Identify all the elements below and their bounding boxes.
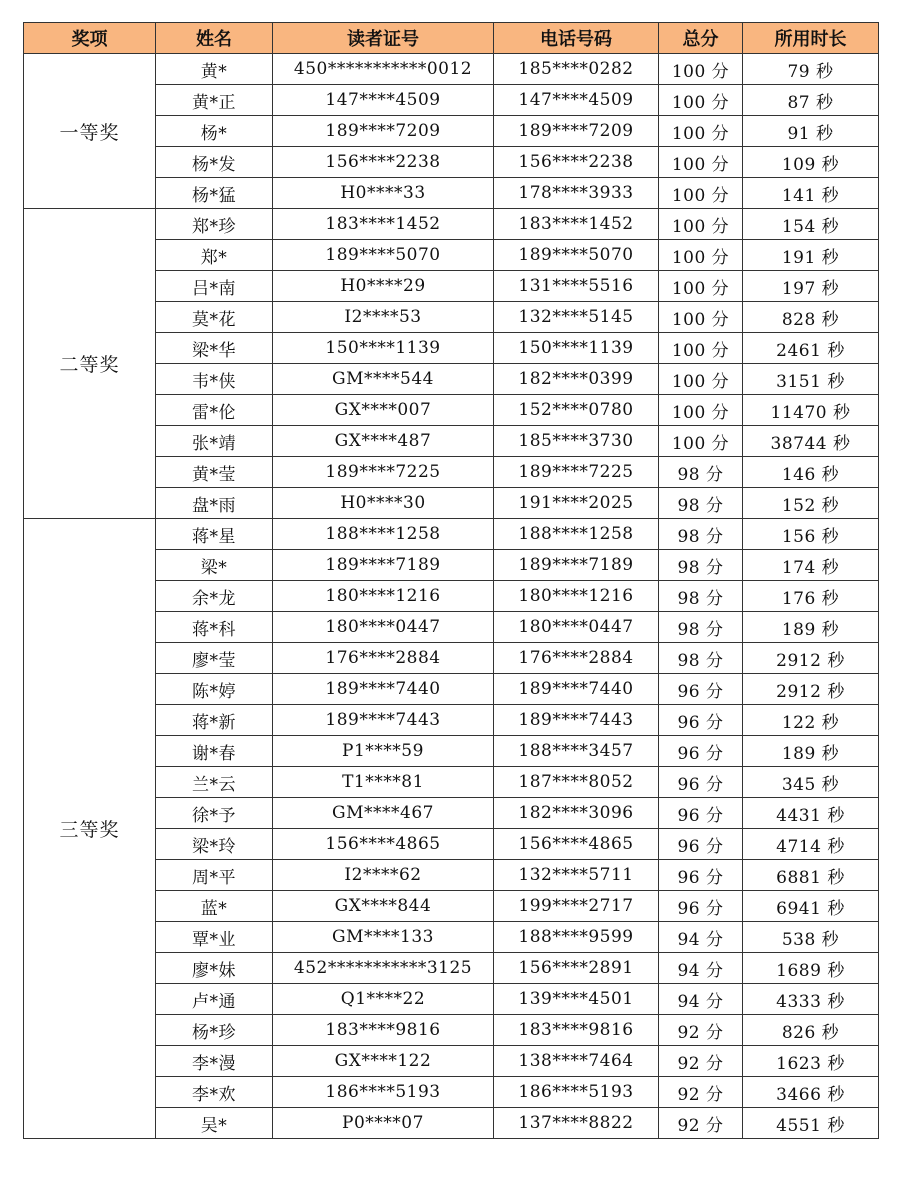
score-cell: 100 分 xyxy=(659,116,743,147)
reader-id-cell: Q1****22 xyxy=(273,984,494,1015)
name-cell: 徐*予 xyxy=(156,798,273,829)
score-cell: 100 分 xyxy=(659,426,743,457)
score-cell: 100 分 xyxy=(659,54,743,85)
phone-cell: 147****4509 xyxy=(494,85,659,116)
duration-cell: 3151 秒 xyxy=(743,364,879,395)
reader-id-cell: 189****7209 xyxy=(273,116,494,147)
header-reader-id: 读者证号 xyxy=(273,23,494,54)
phone-cell: 132****5145 xyxy=(494,302,659,333)
name-cell: 蓝* xyxy=(156,891,273,922)
name-cell: 郑*珍 xyxy=(156,209,273,240)
score-cell: 98 分 xyxy=(659,581,743,612)
phone-cell: 131****5516 xyxy=(494,271,659,302)
header-duration: 所用时长 xyxy=(743,23,879,54)
score-cell: 96 分 xyxy=(659,736,743,767)
duration-cell: 191 秒 xyxy=(743,240,879,271)
reader-id-cell: H0****30 xyxy=(273,488,494,519)
score-cell: 98 分 xyxy=(659,550,743,581)
name-cell: 蒋*科 xyxy=(156,612,273,643)
score-cell: 98 分 xyxy=(659,643,743,674)
reader-id-cell: GX****487 xyxy=(273,426,494,457)
phone-cell: 156****2238 xyxy=(494,147,659,178)
score-cell: 96 分 xyxy=(659,891,743,922)
name-cell: 廖*妹 xyxy=(156,953,273,984)
phone-cell: 183****9816 xyxy=(494,1015,659,1046)
reader-id-cell: I2****53 xyxy=(273,302,494,333)
duration-cell: 91 秒 xyxy=(743,116,879,147)
reader-id-cell: GM****544 xyxy=(273,364,494,395)
duration-cell: 109 秒 xyxy=(743,147,879,178)
score-cell: 100 分 xyxy=(659,240,743,271)
header-name: 姓名 xyxy=(156,23,273,54)
name-cell: 陈*婷 xyxy=(156,674,273,705)
reader-id-cell: 450***********0012 xyxy=(273,54,494,85)
name-cell: 盘*雨 xyxy=(156,488,273,519)
duration-cell: 197 秒 xyxy=(743,271,879,302)
duration-cell: 345 秒 xyxy=(743,767,879,798)
phone-cell: 186****5193 xyxy=(494,1077,659,1108)
score-cell: 96 分 xyxy=(659,798,743,829)
reader-id-cell: 183****9816 xyxy=(273,1015,494,1046)
duration-cell: 154 秒 xyxy=(743,209,879,240)
reader-id-cell: P0****07 xyxy=(273,1108,494,1139)
duration-cell: 79 秒 xyxy=(743,54,879,85)
name-cell: 吴* xyxy=(156,1108,273,1139)
phone-cell: 189****7225 xyxy=(494,457,659,488)
reader-id-cell: 150****1139 xyxy=(273,333,494,364)
phone-cell: 199****2717 xyxy=(494,891,659,922)
duration-cell: 1689 秒 xyxy=(743,953,879,984)
score-cell: 98 分 xyxy=(659,488,743,519)
score-cell: 96 分 xyxy=(659,829,743,860)
reader-id-cell: 452***********3125 xyxy=(273,953,494,984)
phone-cell: 189****7189 xyxy=(494,550,659,581)
duration-cell: 38744 秒 xyxy=(743,426,879,457)
score-cell: 100 分 xyxy=(659,302,743,333)
score-cell: 92 分 xyxy=(659,1046,743,1077)
phone-cell: 156****4865 xyxy=(494,829,659,860)
reader-id-cell: 189****7440 xyxy=(273,674,494,705)
reader-id-cell: T1****81 xyxy=(273,767,494,798)
reader-id-cell: 183****1452 xyxy=(273,209,494,240)
duration-cell: 87 秒 xyxy=(743,85,879,116)
name-cell: 杨* xyxy=(156,116,273,147)
phone-cell: 178****3933 xyxy=(494,178,659,209)
duration-cell: 3466 秒 xyxy=(743,1077,879,1108)
reader-id-cell: 180****1216 xyxy=(273,581,494,612)
reader-id-cell: 189****7189 xyxy=(273,550,494,581)
duration-cell: 828 秒 xyxy=(743,302,879,333)
score-cell: 94 分 xyxy=(659,984,743,1015)
phone-cell: 188****3457 xyxy=(494,736,659,767)
name-cell: 兰*云 xyxy=(156,767,273,798)
header-score: 总分 xyxy=(659,23,743,54)
prize-cell: 一等奖 xyxy=(24,54,156,209)
duration-cell: 141 秒 xyxy=(743,178,879,209)
phone-cell: 183****1452 xyxy=(494,209,659,240)
phone-cell: 187****8052 xyxy=(494,767,659,798)
name-cell: 张*靖 xyxy=(156,426,273,457)
header-row xyxy=(24,23,879,54)
name-cell: 余*龙 xyxy=(156,581,273,612)
score-cell: 94 分 xyxy=(659,922,743,953)
phone-cell: 182****0399 xyxy=(494,364,659,395)
duration-cell: 4333 秒 xyxy=(743,984,879,1015)
phone-cell: 138****7464 xyxy=(494,1046,659,1077)
score-cell: 92 分 xyxy=(659,1015,743,1046)
reader-id-cell: 180****0447 xyxy=(273,612,494,643)
table-row xyxy=(24,54,879,85)
score-cell: 98 分 xyxy=(659,457,743,488)
duration-cell: 156 秒 xyxy=(743,519,879,550)
score-cell: 100 分 xyxy=(659,333,743,364)
name-cell: 李*漫 xyxy=(156,1046,273,1077)
name-cell: 黄*正 xyxy=(156,85,273,116)
reader-id-cell: GX****122 xyxy=(273,1046,494,1077)
score-cell: 100 分 xyxy=(659,178,743,209)
phone-cell: 137****8822 xyxy=(494,1108,659,1139)
name-cell: 廖*莹 xyxy=(156,643,273,674)
score-cell: 98 分 xyxy=(659,519,743,550)
reader-id-cell: GM****133 xyxy=(273,922,494,953)
name-cell: 黄* xyxy=(156,54,273,85)
header-prize: 奖项 xyxy=(24,23,156,54)
duration-cell: 2461 秒 xyxy=(743,333,879,364)
name-cell: 韦*侠 xyxy=(156,364,273,395)
reader-id-cell: 147****4509 xyxy=(273,85,494,116)
phone-cell: 152****0780 xyxy=(494,395,659,426)
duration-cell: 826 秒 xyxy=(743,1015,879,1046)
name-cell: 周*平 xyxy=(156,860,273,891)
table-body xyxy=(24,54,879,1139)
name-cell: 梁*玲 xyxy=(156,829,273,860)
name-cell: 杨*珍 xyxy=(156,1015,273,1046)
duration-cell: 176 秒 xyxy=(743,581,879,612)
phone-cell: 191****2025 xyxy=(494,488,659,519)
phone-cell: 189****5070 xyxy=(494,240,659,271)
duration-cell: 1623 秒 xyxy=(743,1046,879,1077)
phone-cell: 189****7443 xyxy=(494,705,659,736)
score-cell: 96 分 xyxy=(659,674,743,705)
score-cell: 94 分 xyxy=(659,953,743,984)
reader-id-cell: GX****007 xyxy=(273,395,494,426)
score-cell: 100 分 xyxy=(659,364,743,395)
duration-cell: 4551 秒 xyxy=(743,1108,879,1139)
score-cell: 92 分 xyxy=(659,1108,743,1139)
score-cell: 100 分 xyxy=(659,147,743,178)
name-cell: 蒋*新 xyxy=(156,705,273,736)
score-cell: 100 分 xyxy=(659,85,743,116)
score-cell: 100 分 xyxy=(659,209,743,240)
reader-id-cell: 189****7225 xyxy=(273,457,494,488)
phone-cell: 188****9599 xyxy=(494,922,659,953)
duration-cell: 6941 秒 xyxy=(743,891,879,922)
phone-cell: 185****3730 xyxy=(494,426,659,457)
name-cell: 雷*伦 xyxy=(156,395,273,426)
table-row xyxy=(24,209,879,240)
name-cell: 吕*南 xyxy=(156,271,273,302)
duration-cell: 11470 秒 xyxy=(743,395,879,426)
score-cell: 96 分 xyxy=(659,767,743,798)
duration-cell: 189 秒 xyxy=(743,612,879,643)
duration-cell: 174 秒 xyxy=(743,550,879,581)
phone-cell: 188****1258 xyxy=(494,519,659,550)
header-phone: 电话号码 xyxy=(494,23,659,54)
score-cell: 96 分 xyxy=(659,860,743,891)
phone-cell: 180****1216 xyxy=(494,581,659,612)
reader-id-cell: 186****5193 xyxy=(273,1077,494,1108)
name-cell: 蒋*星 xyxy=(156,519,273,550)
table-row xyxy=(24,519,879,550)
reader-id-cell: 188****1258 xyxy=(273,519,494,550)
reader-id-cell: I2****62 xyxy=(273,860,494,891)
duration-cell: 2912 秒 xyxy=(743,643,879,674)
reader-id-cell: P1****59 xyxy=(273,736,494,767)
name-cell: 谢*春 xyxy=(156,736,273,767)
duration-cell: 122 秒 xyxy=(743,705,879,736)
duration-cell: 189 秒 xyxy=(743,736,879,767)
prize-cell: 三等奖 xyxy=(24,519,156,1139)
name-cell: 梁*华 xyxy=(156,333,273,364)
phone-cell: 180****0447 xyxy=(494,612,659,643)
phone-cell: 176****2884 xyxy=(494,643,659,674)
phone-cell: 189****7209 xyxy=(494,116,659,147)
name-cell: 黄*莹 xyxy=(156,457,273,488)
phone-cell: 182****3096 xyxy=(494,798,659,829)
name-cell: 卢*通 xyxy=(156,984,273,1015)
duration-cell: 538 秒 xyxy=(743,922,879,953)
reader-id-cell: H0****33 xyxy=(273,178,494,209)
award-table xyxy=(23,22,879,1139)
score-cell: 100 分 xyxy=(659,395,743,426)
name-cell: 莫*花 xyxy=(156,302,273,333)
duration-cell: 4714 秒 xyxy=(743,829,879,860)
score-cell: 100 分 xyxy=(659,271,743,302)
name-cell: 郑* xyxy=(156,240,273,271)
phone-cell: 156****2891 xyxy=(494,953,659,984)
duration-cell: 6881 秒 xyxy=(743,860,879,891)
name-cell: 覃*业 xyxy=(156,922,273,953)
phone-cell: 185****0282 xyxy=(494,54,659,85)
reader-id-cell: 156****4865 xyxy=(273,829,494,860)
score-cell: 98 分 xyxy=(659,612,743,643)
reader-id-cell: 189****5070 xyxy=(273,240,494,271)
name-cell: 杨*猛 xyxy=(156,178,273,209)
phone-cell: 189****7440 xyxy=(494,674,659,705)
reader-id-cell: GM****467 xyxy=(273,798,494,829)
reader-id-cell: 189****7443 xyxy=(273,705,494,736)
duration-cell: 4431 秒 xyxy=(743,798,879,829)
reader-id-cell: 176****2884 xyxy=(273,643,494,674)
prize-cell: 二等奖 xyxy=(24,209,156,519)
phone-cell: 132****5711 xyxy=(494,860,659,891)
duration-cell: 2912 秒 xyxy=(743,674,879,705)
duration-cell: 152 秒 xyxy=(743,488,879,519)
score-cell: 96 分 xyxy=(659,705,743,736)
name-cell: 梁* xyxy=(156,550,273,581)
score-cell: 92 分 xyxy=(659,1077,743,1108)
reader-id-cell: 156****2238 xyxy=(273,147,494,178)
reader-id-cell: GX****844 xyxy=(273,891,494,922)
duration-cell: 146 秒 xyxy=(743,457,879,488)
name-cell: 杨*发 xyxy=(156,147,273,178)
phone-cell: 139****4501 xyxy=(494,984,659,1015)
phone-cell: 150****1139 xyxy=(494,333,659,364)
reader-id-cell: H0****29 xyxy=(273,271,494,302)
name-cell: 李*欢 xyxy=(156,1077,273,1108)
